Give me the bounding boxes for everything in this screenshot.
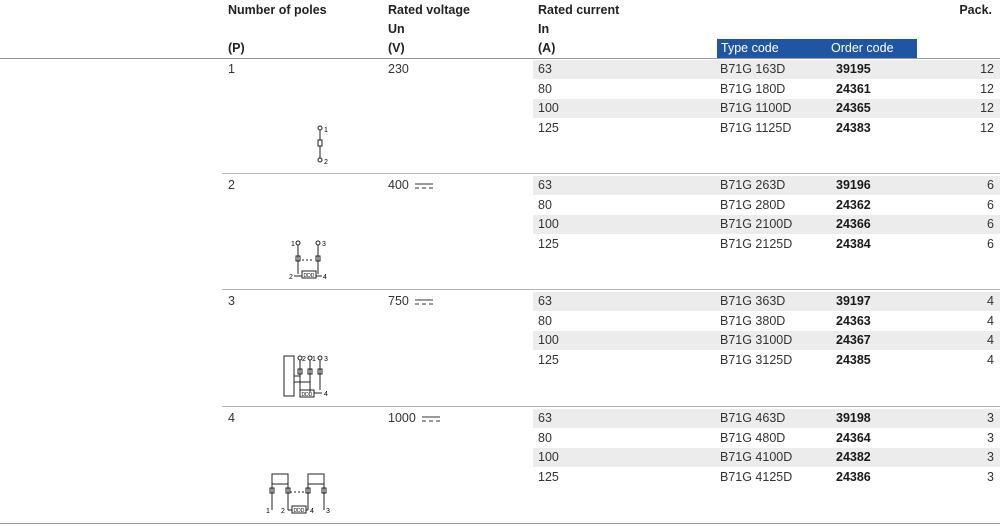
poles-value: 2 — [228, 178, 235, 192]
order-code-cell: 24363 — [836, 313, 871, 328]
table-row — [533, 331, 1000, 350]
type-code-cell: B71G 380D — [720, 313, 786, 328]
dc-symbol-icon — [415, 183, 433, 189]
terminal-label: 1 — [312, 356, 316, 363]
pack-cell: 12 — [980, 120, 994, 135]
order-code-cell: 24361 — [836, 81, 871, 96]
table-row — [533, 99, 1000, 118]
terminal-label: 1 — [324, 127, 328, 134]
table-row — [533, 235, 1000, 254]
terminal-label: 4 — [310, 508, 314, 515]
type-code-cell: B71G 263D — [720, 178, 786, 192]
order-code-cell: 24382 — [836, 450, 871, 464]
terminal-label: 3 — [326, 508, 330, 515]
rated-current-cell: 80 — [538, 81, 552, 96]
rated-current-cell: 63 — [538, 411, 552, 425]
type-code-cell: B71G 4100D — [720, 450, 793, 464]
type-code-cell: B71G 280D — [720, 197, 786, 212]
type-code-cell: B71G 1125D — [720, 120, 792, 135]
rated-current-cell: 63 — [538, 178, 552, 192]
pack-cell: 4 — [987, 352, 994, 367]
order-code-cell: 24367 — [836, 333, 871, 347]
table-row — [533, 196, 1000, 215]
header-voltage-symbol: Un — [388, 22, 405, 36]
terminal-label: 4 — [324, 391, 328, 398]
voltage-value — [388, 294, 433, 308]
single-pole-schematic-icon — [306, 124, 336, 168]
voltage-number: 400 — [388, 178, 409, 192]
rated-current-cell: 63 — [538, 62, 552, 76]
header-type-code: Type code — [717, 39, 827, 58]
order-code-cell: 39197 — [836, 294, 871, 308]
rated-current-cell: 80 — [538, 430, 552, 445]
order-code-cell: 39198 — [836, 411, 871, 425]
header-pack: Pack. — [959, 3, 992, 17]
dc-symbol-icon — [422, 416, 440, 422]
pack-cell: 4 — [987, 313, 994, 328]
terminal-label: 1 — [266, 508, 270, 515]
group-divider — [222, 406, 1000, 407]
rated-current-cell: 125 — [538, 120, 559, 135]
pack-cell: 3 — [987, 450, 994, 464]
type-code-cell: B71G 463D — [720, 411, 786, 425]
terminal-label: 3 — [324, 356, 328, 363]
group-divider — [222, 173, 1000, 174]
rated-current-cell: 100 — [538, 217, 559, 231]
terminal-label: 2 — [281, 508, 285, 515]
table-row — [533, 215, 1000, 234]
order-code-cell: 24384 — [836, 236, 871, 251]
header-poles-unit: (P) — [228, 41, 245, 55]
voltage-number: 230 — [388, 62, 409, 76]
type-code-cell: B71G 163D — [720, 62, 786, 76]
poles-value: 1 — [228, 62, 235, 76]
order-code-cell: 39195 — [836, 62, 871, 76]
table-row — [533, 448, 1000, 467]
poles-value: 4 — [228, 411, 235, 425]
pack-cell: 6 — [987, 217, 994, 231]
rated-current-cell: 63 — [538, 294, 552, 308]
terminal-label: 4 — [323, 274, 327, 281]
pack-cell: 6 — [987, 178, 994, 192]
order-code-cell: 39196 — [836, 178, 871, 192]
four-pole-schematic-icon — [264, 470, 344, 518]
header-current-unit: (A) — [538, 41, 556, 55]
pack-cell: 6 — [987, 236, 994, 251]
terminal-label: 3 — [322, 241, 326, 248]
order-code-cell: 24383 — [836, 120, 871, 135]
order-code-cell: 24366 — [836, 217, 871, 231]
poles-value: 3 — [228, 294, 235, 308]
dc-symbol-icon — [415, 299, 433, 305]
rated-current-cell: 125 — [538, 352, 559, 367]
table-row — [533, 80, 1000, 99]
terminal-label: 2 — [302, 356, 306, 363]
terminal-label: 2 — [289, 274, 293, 281]
type-code-cell: B71G 1100D — [720, 101, 792, 115]
type-code-cell: B71G 363D — [720, 294, 786, 308]
rated-current-cell: 100 — [538, 450, 559, 464]
device-label: DDD — [293, 508, 305, 514]
pack-cell: 6 — [987, 197, 994, 212]
table-row — [533, 409, 1000, 428]
order-code-cell: 24386 — [836, 469, 871, 484]
terminal-label: 2 — [324, 159, 328, 166]
header-current-symbol: In — [538, 22, 550, 36]
type-code-cell: B71G 4125D — [720, 469, 793, 484]
header-voltage-unit: (V) — [388, 41, 405, 55]
device-label: DDD — [303, 273, 315, 279]
voltage-value — [388, 178, 433, 192]
header-divider — [0, 58, 1000, 59]
two-pole-schematic-icon — [288, 238, 338, 284]
table-row — [533, 60, 1000, 79]
rated-current-cell: 80 — [538, 313, 552, 328]
rated-current-cell: 100 — [538, 101, 559, 115]
type-code-cell: B71G 480D — [720, 430, 786, 445]
pack-cell: 4 — [987, 294, 994, 308]
header-current: Rated current — [538, 3, 620, 17]
table-row — [533, 312, 1000, 331]
pack-cell: 12 — [980, 62, 994, 76]
table-row — [533, 351, 1000, 370]
terminal-label: 1 — [291, 241, 295, 248]
order-code-cell: 24365 — [836, 101, 871, 115]
type-code-cell: B71G 180D — [720, 81, 786, 96]
type-code-cell: B71G 3125D — [720, 352, 793, 367]
rated-current-cell: 125 — [538, 236, 559, 251]
pack-cell: 12 — [980, 81, 994, 96]
order-code-cell: 24364 — [836, 430, 871, 445]
table-row — [533, 292, 1000, 311]
three-pole-schematic-icon — [282, 352, 342, 400]
table-row — [533, 429, 1000, 448]
table-row — [533, 468, 1000, 487]
type-code-cell: B71G 2125D — [720, 236, 793, 251]
pack-cell: 3 — [987, 411, 994, 425]
voltage-value — [388, 62, 409, 76]
rated-current-cell: 100 — [538, 333, 559, 347]
rated-current-cell: 125 — [538, 469, 559, 484]
pack-cell: 12 — [980, 101, 994, 115]
header-order-code: Order code — [827, 39, 917, 58]
device-label: DDD — [301, 392, 313, 398]
pack-cell: 4 — [987, 333, 994, 347]
voltage-number: 1000 — [388, 411, 416, 425]
type-code-cell: B71G 3100D — [720, 333, 793, 347]
table-bottom-rule — [0, 523, 1000, 524]
group-divider — [222, 289, 1000, 290]
pack-cell: 3 — [987, 469, 994, 484]
voltage-value — [388, 411, 440, 425]
header-voltage: Rated voltage — [388, 3, 470, 17]
pack-cell: 3 — [987, 430, 994, 445]
voltage-number: 750 — [388, 294, 409, 308]
header-poles: Number of poles — [228, 3, 327, 17]
rated-current-cell: 80 — [538, 197, 552, 212]
table-row — [533, 176, 1000, 195]
table-row — [533, 119, 1000, 138]
order-code-cell: 24385 — [836, 352, 871, 367]
order-code-cell: 24362 — [836, 197, 871, 212]
type-code-cell: B71G 2100D — [720, 217, 793, 231]
